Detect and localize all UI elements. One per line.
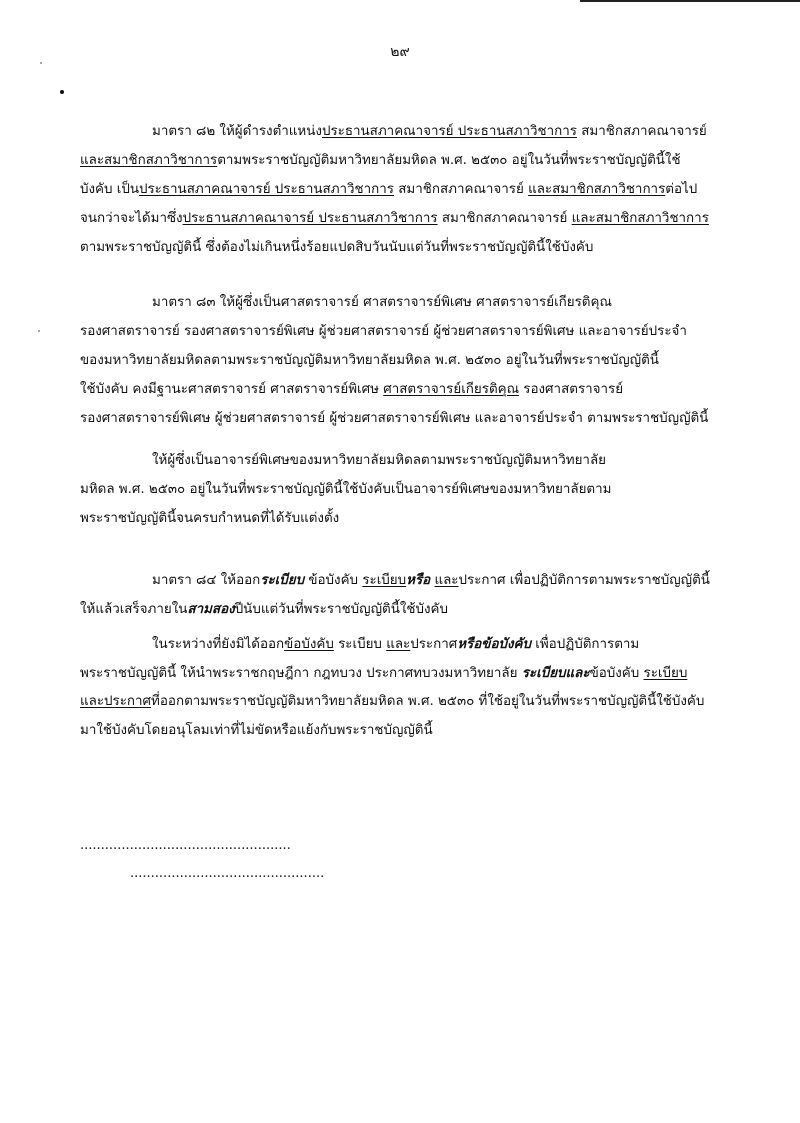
text: ข้อบังคับ	[304, 573, 363, 588]
underlined-text: และสมาชิกสภาวิชาการ	[80, 153, 218, 168]
text: พระราชบัญญัตินี้ ให้นำพระราชกฤษฎีกา กฎทบวง ประกาศทบวงมหาวิทยาลัย	[80, 666, 522, 681]
text: ปีนับแต่วันที่พระราชบัญญัตินี้ใช้บังคับ	[234, 602, 448, 617]
s83-line-2: รองศาสตราจารย์ รองศาสตราจารย์พิเศษ ผู้ช่วยศาสตราจารย์ ผู้ช่วยศาสตราจารย์พิเศษ และอาจารย์ประจำ	[80, 324, 687, 339]
underlined-text: ระเบียบ	[643, 666, 688, 681]
s83-line-5: รองศาสตราจารย์พิเศษ ผู้ช่วยศาสตราจารย์ ผู้ช่วยศาสตราจารย์พิเศษ และอาจารย์ประจำ ตามพระราชบัญญัตินี้	[80, 411, 709, 426]
s83-line-6: ให้ผู้ซึ่งเป็นอาจารย์พิเศษของมหาวิทยาลัยมหิดลตามพระราชบัญญัติมหาวิทยาลัย	[152, 453, 606, 468]
s83-line-7: มหิดล พ.ศ. ๒๕๓๐ อยู่ในวันที่พระราชบัญญัตินี้ใช้บังคับเป็นอาจารย์พิเศษของมหาวิทยาลัยตาม	[80, 482, 612, 497]
text: ประกาศ เพื่อปฏิบัติการตามพระราชบัญญัตินี้	[458, 573, 710, 588]
underlined-text: และ	[434, 573, 459, 588]
text: ระเบียบ	[333, 637, 387, 652]
underlined-text: และประกาศ	[80, 694, 152, 709]
underlined-text: ประธานสภาคณาจารย์ ประธานสภาวิชาการ	[138, 182, 394, 197]
underlined-text: และ	[386, 637, 411, 652]
top-border-rule	[580, 0, 800, 2]
text: ประกาศ	[410, 637, 458, 652]
text: รองศาสตราจารย์	[519, 382, 624, 397]
s82-line-1	[0, 122, 800, 142]
text: ในระหว่างที่ยังมิได้ออก	[152, 637, 285, 652]
text: สมาชิกสภาคณาจารย์	[437, 211, 572, 226]
text: บังคับ เป็น	[80, 182, 139, 197]
text: ตามพระราชบัญญัติมหาวิทยาลัยมหิดล พ.ศ. ๒๕๓๐ อยู่ในวันที่พระราชบัญญัตินี้ใช้	[217, 153, 681, 168]
text: สมาชิกสภาคณาจารย์	[576, 124, 707, 139]
text: จนกว่าจะได้มาซึ่ง	[80, 211, 183, 226]
text: ที่ออกตามพระราชบัญญัติมหาวิทยาลัยมหิดล พ.ศ. ๒๕๓๐ ที่ใช้อยู่ในวันที่พระราชบัญญัตินี้ใช้บังคับ	[151, 694, 705, 709]
s84-line-4	[0, 663, 800, 684]
text: สมาชิกสภาคณาจารย์	[394, 182, 529, 197]
underlined-text: ระเบียบ	[362, 573, 407, 588]
s84-line-5	[0, 692, 800, 712]
s82-line-3	[0, 180, 800, 200]
text: เพื่อปฏิบัติการตาม	[531, 637, 640, 652]
bullet-dot	[60, 90, 64, 94]
text: ต่อไป	[665, 182, 698, 197]
page-number: ๒๙	[390, 44, 410, 60]
s84-line-1	[0, 570, 800, 591]
struck-text: สามสอง	[187, 601, 235, 617]
signature-line-2: ...............................................	[130, 866, 325, 881]
s83-line-1: มาตรา ๘๓ ให้ผู้ซึ่งเป็นศาสตราจารย์ ศาสตราจารย์พิเศษ ศาสตราจารย์เกียรติคุณ	[152, 295, 612, 310]
text: ข้อบังคับ	[589, 666, 644, 681]
s82-line-5: ตามพระราชบัญญัตินี้ ซึ่งต้องไม่เกินหนึ่งร้อยแปดสิบวันนับแต่วันที่พระราชบัญญัตินี้ใช้บังคับ	[80, 240, 594, 255]
struck-text: หรือข้อบังคับ	[457, 636, 531, 652]
text: มาตรา ๘๔ ให้ออก	[152, 573, 261, 588]
text: ใช้บังคับ คงมีฐานะศาสตราจารย์ ศาสตราจารย์พิเศษ	[80, 382, 384, 397]
underlined-text: ประธานสภาคณาจารย์ ประธานสภาวิชาการ	[321, 124, 577, 139]
struck-text: หรือ	[406, 572, 431, 588]
underlined-text: และสมาชิกสภาวิชาการ	[571, 211, 709, 226]
underlined-text: ข้อบังคับ	[284, 637, 334, 652]
s83-line-8: พระราชบัญญัตินี้จนครบกำหนดที่ได้รับแต่งตั้ง	[80, 511, 340, 526]
struck-text: ระเบียบและ	[521, 665, 590, 681]
s82-line-2	[0, 151, 800, 171]
s83-line-4	[0, 380, 800, 400]
s84-line-2	[0, 599, 800, 620]
s83-line-3: ของมหาวิทยาลัยมหิดลตามพระราชบัญญัติมหาวิทยาลัยมหิดล พ.ศ. ๒๕๓๐ อยู่ในวันที่พระราชบัญญัตินี้	[80, 353, 659, 368]
underlined-text: และสมาชิกสภาวิชาการ	[528, 182, 666, 197]
text: มาตรา ๘๒ ให้ผู้ดำรงตำแหน่ง	[152, 124, 322, 139]
s82-line-4	[0, 209, 800, 229]
s84-line-6: มาใช้บังคับโดยอนุโลมเท่าที่ไม่ขัดหรือแย้งกับพระราชบัญญัตินี้	[80, 723, 433, 738]
signature-line-1: ...................................................	[80, 838, 291, 853]
s84-line-3	[0, 634, 800, 655]
struck-text: ระเบียบ	[260, 572, 305, 588]
text: ให้แล้วเสร็จภายใน	[80, 602, 188, 617]
underlined-text: ประธานสภาคณาจารย์ ประธานสภาวิชาการ	[182, 211, 438, 226]
underlined-text: ศาสตราจารย์เกียรติคุณ	[383, 382, 520, 397]
